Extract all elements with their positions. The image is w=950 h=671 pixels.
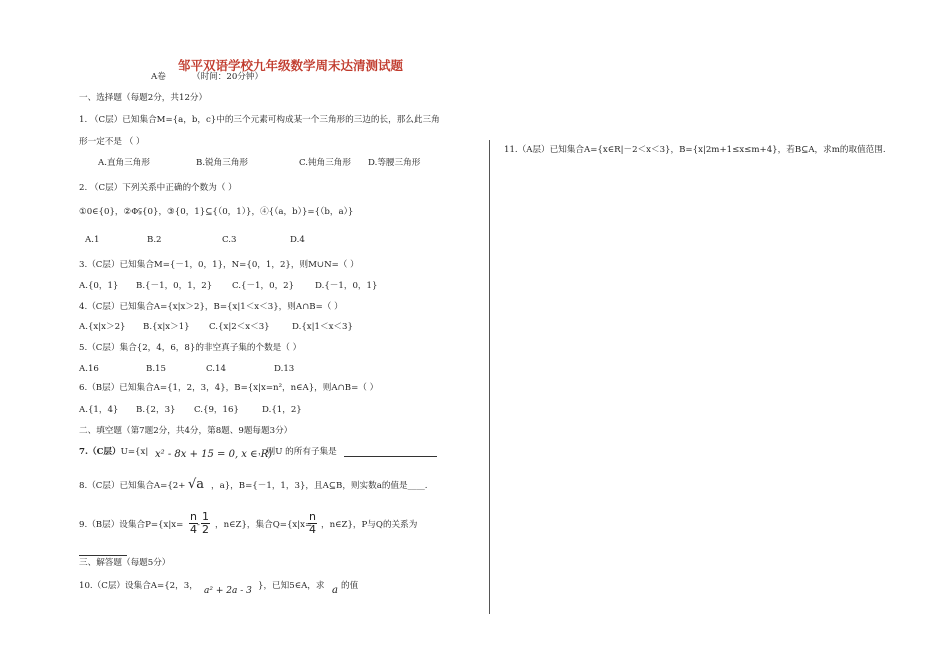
q9-text3: ，n∈Z}，P与Q的关系为 xyxy=(321,520,418,530)
q3-option-a: A.{0，1} xyxy=(79,281,119,291)
q2-stem: 2. （C层）下列关系中正确的个数为（ ） xyxy=(79,183,237,193)
q8-text2: ，a}，B={－1，1，3}，且A⊆B，则实数a的值是____. xyxy=(211,481,428,491)
q5-option-d: D.13 xyxy=(274,364,295,374)
q10-variable: a xyxy=(332,585,338,596)
q4-option-c: C.{x|2＜x＜3} xyxy=(209,322,270,332)
q2-option-a: A.1 xyxy=(85,235,100,245)
q4-option-b: B.{x|x＞1} xyxy=(143,322,190,332)
q7-text2: ，则U 的所有子集是 xyxy=(258,447,337,457)
q6-stem: 6.（B层）已知集合A={1，2，3，4}，B={x|x=n²，n∈A}，则A∩B=（ ） xyxy=(79,383,379,393)
q10-text1: 10.（C层）设集合A={2，3， xyxy=(79,581,198,591)
q1-option-c: C.钝角三角形 xyxy=(299,158,351,168)
q2-relations: ①0∈{0}，②Φ⫋{0}，③{0，1}⊆{（0，1）}，④{（a，b）}={（b，a）} xyxy=(79,207,354,217)
frac-denominator: 2 xyxy=(202,523,209,536)
q9-fraction-1-over-2 xyxy=(201,511,210,536)
q7-line xyxy=(79,447,148,458)
q10-text3: 的值 xyxy=(341,581,359,591)
q5-stem: 5.（C层）集合{2，4，6，8}的非空真子集的个数是（ ） xyxy=(79,343,302,353)
q5-option-a: A.16 xyxy=(79,364,99,374)
q8-sqrt: √a xyxy=(188,477,205,492)
q1-line2: 形一定不是 （ ） xyxy=(79,137,145,147)
time-label: （时间：20分钟） xyxy=(192,72,264,82)
frac-numerator: 1 xyxy=(202,510,209,523)
q3-option-d: D.{－1，0，1} xyxy=(315,281,378,291)
q8-text1: 8.（C层）已知集合A={2+ xyxy=(79,481,186,491)
q1-option-b: B.锐角三角形 xyxy=(196,158,249,168)
section-heading-choice: 一、选择题（每题2分，共12分） xyxy=(79,93,208,103)
q3-stem: 3.（C层）已知集合M={－1，0，1}，N={0，1，2}，则M∪N=（ ） xyxy=(79,260,359,270)
q11-text: 11.（A层）已知集合A={x∈R|－2＜x＜3}，B={x|2m+1≤x≤m+4}，若B⊆A，求m的取值范围. xyxy=(504,145,886,155)
q6-option-a: A.{1，4} xyxy=(79,405,119,415)
frac-denominator: 4 xyxy=(308,523,316,536)
q5-option-c: C.14 xyxy=(206,364,226,374)
q4-option-a: A.{x|x＞2} xyxy=(79,322,126,332)
q4-stem: 4.（C层）已知集合A={x|x＞2}，B={x|1＜x＜3}，则A∩B=（ ） xyxy=(79,302,343,312)
q1-option-a: A.直角三角形 xyxy=(98,158,150,168)
q7-answer-blank[interactable] xyxy=(344,447,437,457)
q9-text2: ，n∈Z}，集合Q={x|x= xyxy=(215,520,313,530)
frac-numerator: n xyxy=(309,510,316,523)
q3-option-c: C.{－1，0，2} xyxy=(232,281,295,291)
q6-option-d: D.{1，2} xyxy=(262,405,302,415)
q7-equation: x² - 8x + 15 = 0, x ∈ R) xyxy=(155,449,273,460)
q1-line1: 1. （C层）已知集合M={a，b，c}中的三个元素可构成某一个三角形的三边的长，那么此三角 xyxy=(79,115,440,125)
q9-answer-blank[interactable] xyxy=(79,546,127,556)
section-heading-fill: 二、填空题（第7题2分，共4分，第8题、9题每题3分） xyxy=(79,426,293,436)
column-divider xyxy=(489,140,490,614)
frac-denominator: 4 xyxy=(189,523,197,536)
q2-option-c: C.3 xyxy=(222,235,237,245)
q3-option-b: B.{－1，0，1，2} xyxy=(136,281,213,291)
q4-option-d: D.{x|1＜x＜3} xyxy=(292,322,353,332)
q9-fraction-n-over-4-q xyxy=(308,511,317,536)
q2-option-d: D.4 xyxy=(290,235,305,245)
q10-expression: a² + 2a - 3 xyxy=(204,586,252,596)
q6-option-b: B.{2，3} xyxy=(136,405,176,415)
volume-label: A卷 xyxy=(151,72,166,82)
page-title: 邹平双语学校九年级数学周末达清测试题 xyxy=(178,58,404,73)
q2-option-b: B.2 xyxy=(147,235,162,245)
q9-text1: 9.（B层）设集合P={x|x= xyxy=(79,520,184,530)
q1-option-d: D.等腰三角形 xyxy=(368,158,421,168)
q9-minus: - xyxy=(197,520,200,530)
q5-option-b: B.15 xyxy=(146,364,166,374)
q10-text2: }，已知5∈A，求 xyxy=(258,581,325,591)
q7-text1: U={x| xyxy=(120,447,149,457)
q6-option-c: C.{9，16} xyxy=(194,405,239,415)
q7-prefix: 7.（C层） xyxy=(79,447,121,457)
frac-numerator: n xyxy=(190,510,197,523)
section-heading-solve: 三、解答题（每题5分） xyxy=(79,558,171,568)
